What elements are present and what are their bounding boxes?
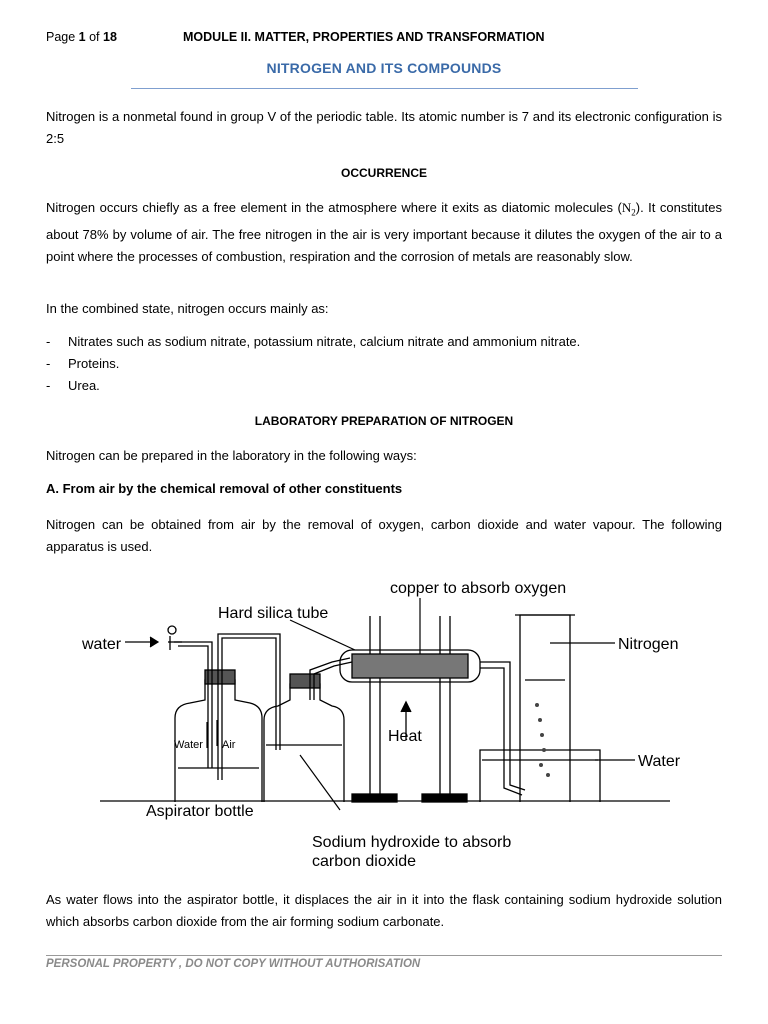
combined-state-paragraph: In the combined state, nitrogen occurs mainly as:: [46, 301, 329, 316]
footer-notice: PERSONAL PROPERTY , DO NOT COPY WITHOUT AUTHORISATION: [46, 958, 421, 970]
copper-label: copper to absorb oxygen: [390, 580, 567, 597]
apparatus-paragraph: Nitrogen can be obtained from air by the removal of oxygen, carbon dioxide and water vapour. The following apparatus is used.: [46, 517, 722, 554]
page-title: NITROGEN AND ITS COMPOUNDS: [266, 60, 502, 76]
silica-tube: [340, 650, 480, 682]
page-counter: Page 1 of 18: [46, 30, 117, 44]
lab-prep-heading: LABORATORY PREPARATION OF NITROGEN: [254, 414, 514, 428]
n2-formula: $N_2$: [621, 200, 636, 218]
apparatus-diagram: [70, 570, 700, 875]
lab-intro-paragraph: Nitrogen can be prepared in the laboratory in the following ways:: [46, 448, 417, 463]
naoh-label-line2: carbon dioxide: [312, 853, 417, 870]
bottle-water-label: Water: [174, 739, 203, 751]
naoh-label-line1: Sodium hydroxide to absorb: [312, 834, 512, 851]
method-a-heading: A. From air by the chemical removal of other constituents: [46, 481, 403, 496]
occurrence-paragraph: Nitrogen occurs chiefly as a free element in the atmosphere where it exits as diatomic molecules $(N_2)$. It constitutes about 78% by volume of air. The free nitrogen in the air is very important because it dilutes the oxygen of the air to a point where the processes of combustion, respiration and the corrosion of metals are reasonably slow.: [46, 200, 722, 264]
silica-tube-label: Hard silica tube: [218, 605, 329, 622]
bottle-air-label: Air: [222, 739, 236, 751]
gas-bubbles: [535, 703, 550, 777]
title-divider: [131, 88, 638, 89]
water-trough-label: Water: [638, 753, 681, 770]
page-number: 1: [78, 30, 86, 44]
heat-label: Heat: [388, 728, 422, 745]
nitrogen-label: Nitrogen: [618, 636, 679, 653]
intro-paragraph: Nitrogen is a nonmetal found in group V of the periodic table. Its atomic number is 7 and its electronic configuration is 2:5: [46, 109, 722, 146]
aspirator-label: Aspirator bottle: [146, 803, 254, 820]
water-inlet-label: water: [82, 636, 122, 653]
footer-divider: [46, 955, 722, 956]
occurrence-heading: OCCURRENCE: [340, 166, 427, 180]
explanation-paragraph: As water flows into the aspirator bottle, it displaces the air in it into the flask containing sodium hydroxide solution which absorbs carbon dioxide from the air forming sodium carbonate.: [46, 892, 722, 929]
module-title: MODULE II. MATTER, PROPERTIES AND TRANSFORMATION: [183, 30, 545, 44]
page-total: 18: [103, 30, 117, 44]
